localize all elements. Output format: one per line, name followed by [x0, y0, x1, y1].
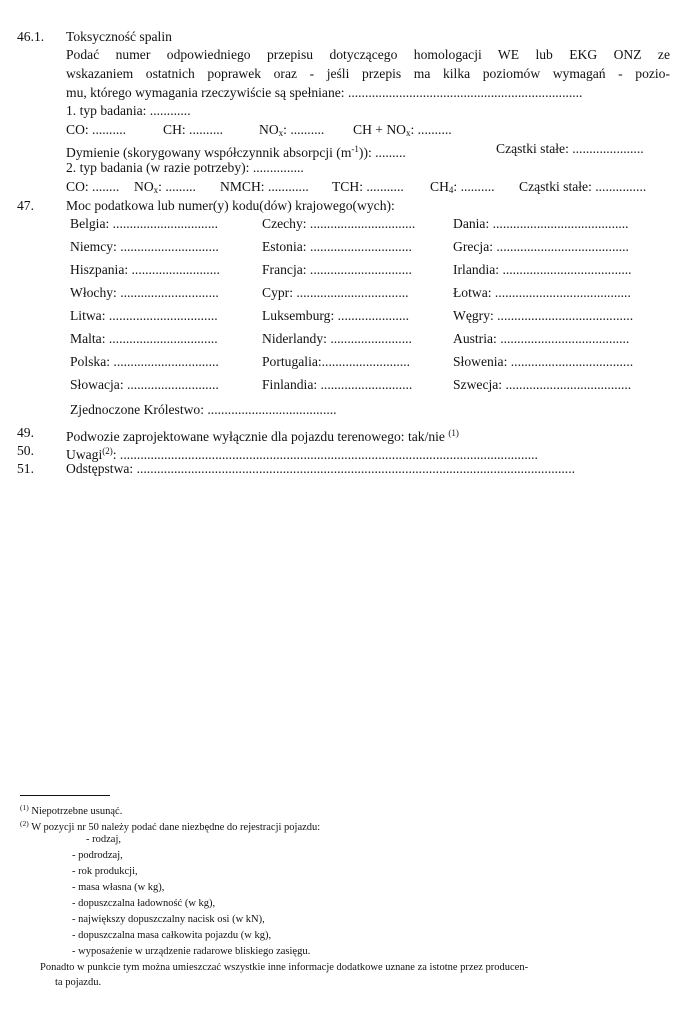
footnote-list-item: - dopuszczalna ładowność (w kg),: [72, 898, 216, 909]
test-type-label: 1. typ badania: ............: [66, 103, 191, 118]
country-field: Austria: ......................................: [453, 331, 630, 346]
country-field: Polska: ...............................: [70, 354, 219, 369]
footnote-2: $^{(2)}$ W pozycji nr 50 należy podać dane niezbędne do rejestracji pojazdu:: [20, 819, 321, 833]
nox-field: $NO_x$: .........: [134, 179, 196, 195]
ch-nox-field: CH + $NO_x$: ..........: [353, 122, 452, 138]
item-number: 49.: [17, 425, 34, 440]
item-text: Podwozie zaprojektowane wyłącznie dla pojazdu terenowego: tak/nie $^{(1)}$: [66, 428, 459, 444]
country-field-uk: Zjednoczone Królestwo: ......................................: [70, 402, 337, 417]
footnote-list-item: - wyposażenie w urządzenie radarowe bliskiego zasięgu.: [72, 946, 311, 957]
country-field: Dania: ........................................: [453, 216, 629, 231]
nox-field: $NO_x$: ..........: [259, 122, 325, 138]
item-text: Uwagi$^{(2)}$: ...........................................................................................................................: [66, 446, 538, 462]
footnote-closing-line: ta pojazdu.: [55, 977, 102, 988]
country-field: Niderlandy: ........................: [262, 331, 412, 346]
country-field: Czechy: ...............................: [262, 216, 416, 231]
paragraph-line: mu, którego wymagania rzeczywiście są spełniane: .....................................................................: [66, 85, 583, 100]
footnote-list-item: - rodzaj,: [86, 834, 121, 845]
item-number: 47.: [17, 198, 34, 213]
paragraph-line: Podać numer odpowiedniego przepisu dotyczącego homologacji WE lub EKG ONZ ze: [66, 47, 670, 62]
country-field: Malta: ................................: [70, 331, 218, 346]
country-field: Hiszpania: ..........................: [70, 262, 220, 277]
item-text: Odstępstwa: .................................................................................................................................: [66, 461, 576, 476]
country-field: Łotwa: ........................................: [453, 285, 631, 300]
country-field: Finlandia: ...........................: [262, 377, 413, 392]
country-field: Szwecja: .....................................: [453, 377, 632, 392]
footnote-list-item: - rok produkcji,: [72, 866, 138, 877]
co-field: CO: ..........: [66, 122, 127, 137]
paragraph-line: wskazaniem ostatnich poprawek oraz - jeśli przepis ma kilka poziomów wymagań - pozio-: [66, 66, 670, 81]
item-title: Toksyczność spalin: [66, 29, 172, 44]
ch4-field: $CH_4$: ..........: [430, 179, 495, 195]
item-title: Moc podatkowa lub numer(y) kodu(dów) krajowego(wych):: [66, 198, 395, 213]
particles-field: Cząstki stałe: ...............: [519, 179, 647, 194]
item-number: 51.: [17, 461, 34, 476]
item-number: 50.: [17, 443, 34, 458]
country-field: Grecja: .......................................: [453, 239, 629, 254]
footnote-divider: [20, 795, 110, 796]
country-field: Francja: ..............................: [262, 262, 412, 277]
footnote-list-item: - dopuszczalna masa całkowita pojazdu (w kg),: [72, 930, 272, 941]
tch-field: TCH: ...........: [332, 179, 404, 194]
nmch-field: NMCH: ............: [220, 179, 309, 194]
country-field: Estonia: ..............................: [262, 239, 412, 254]
ch-field: CH: ..........: [163, 122, 224, 137]
co-field: CO: ........: [66, 179, 120, 194]
footnote-closing-line: Ponadto w punkcie tym można umieszczać wszystkie inne informacje dodatkowe uznane za istotne przez producen-: [40, 962, 529, 973]
particles-field: Cząstki stałe: .....................: [496, 141, 644, 156]
country-field: Litwa: ................................: [70, 308, 218, 323]
country-field: Włochy: .............................: [70, 285, 219, 300]
country-field: Luksemburg: .....................: [262, 308, 410, 323]
country-field: Belgia: ...............................: [70, 216, 219, 231]
country-field: Cypr: .................................: [262, 285, 409, 300]
footnote-1: $^{(1)}$ Niepotrzebne usunąć.: [20, 803, 123, 817]
country-field: Węgry: ........................................: [453, 308, 634, 323]
country-field: Słowenia: ....................................: [453, 354, 634, 369]
country-field: Portugalia:..........................: [262, 354, 411, 369]
country-field: Irlandia: ......................................: [453, 262, 632, 277]
footnote-list-item: - podrodzaj,: [72, 850, 123, 861]
smoke-field: Dymienie (skorygowany współczynnik absorpcji $(m^{-1})$): .........: [66, 144, 406, 160]
country-field: Słowacja: ...........................: [70, 377, 219, 392]
test-type-label: 2. typ badania (w razie potrzeby): ...............: [66, 160, 304, 175]
item-number: 46.1.: [17, 29, 45, 44]
footnote-list-item: - największy dopuszczalny nacisk osi (w kN),: [72, 914, 265, 925]
country-field: Niemcy: .............................: [70, 239, 219, 254]
footnote-list-item: - masa własna (w kg),: [72, 882, 165, 893]
